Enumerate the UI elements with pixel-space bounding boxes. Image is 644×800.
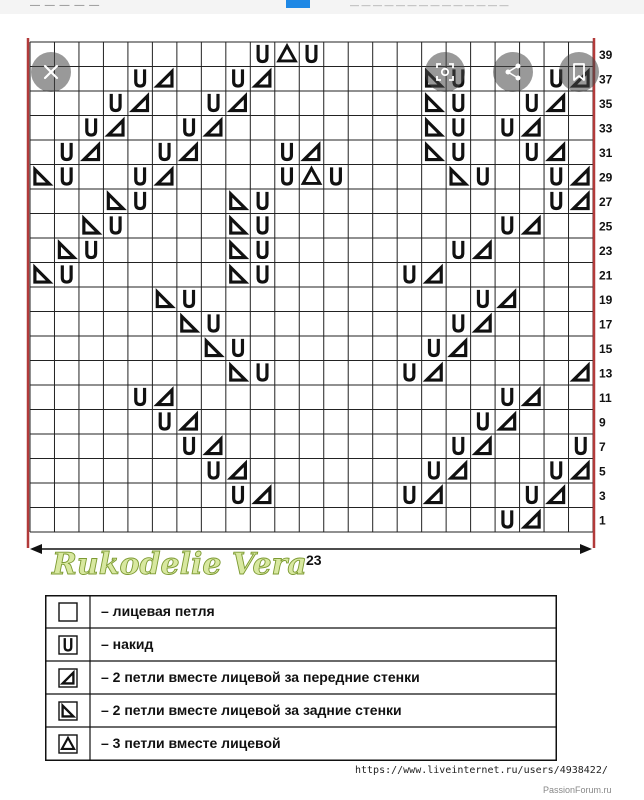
row-number: 11 [599, 390, 612, 405]
lens-button[interactable] [425, 52, 465, 92]
legend-item-k3tog [45, 727, 557, 760]
row-number: 29 [599, 170, 613, 185]
share-button[interactable] [493, 52, 533, 92]
close-button[interactable] [31, 52, 71, 92]
legend-text: – 2 петли вместе лицевой за передние стенки [101, 669, 420, 685]
legend-item-k2tog [45, 661, 557, 694]
row-number: 39 [599, 47, 613, 62]
row-number: 7 [599, 439, 606, 454]
legend [45, 595, 557, 761]
legend-text: – накид [101, 636, 154, 652]
row-number: 21 [599, 268, 613, 283]
row-number: 37 [599, 72, 613, 87]
row-number: 17 [599, 317, 613, 332]
k3tog-legend-icon [45, 727, 90, 760]
close-icon [42, 63, 60, 81]
row-number: 19 [599, 292, 613, 307]
legend-text: – 3 петли вместе лицевой [101, 735, 281, 751]
row-number: 13 [599, 366, 613, 381]
k2tog-legend-icon [45, 661, 90, 694]
yarn-over-legend-icon [45, 628, 90, 661]
row-number: 27 [599, 194, 613, 209]
legend-item-knit [45, 595, 557, 628]
legend-item-k2tog-tbl [45, 694, 557, 727]
legend-item-yarn-over [45, 628, 557, 661]
width-label: 23 [306, 552, 322, 568]
top-right-text: — — — — — — — — — — — — — — [350, 0, 509, 10]
row-number: 5 [599, 464, 606, 479]
row-number: 31 [599, 145, 613, 160]
legend-text: – лицевая петля [101, 603, 215, 619]
knit-legend-icon [45, 595, 90, 628]
lens-icon [435, 62, 455, 82]
row-number: 23 [599, 243, 613, 258]
k2tog-tbl-legend-icon [45, 694, 90, 727]
row-numbers [599, 48, 613, 528]
row-number: 1 [599, 513, 606, 528]
row-number: 3 [599, 488, 606, 503]
share-icon [503, 62, 523, 82]
watermark: Rukodelie Vera [52, 547, 307, 582]
top-left-text: — — — — — [30, 0, 101, 11]
row-number: 35 [599, 96, 613, 111]
source-url[interactable]: https://www.liveinternet.ru/users/4938422/ [355, 765, 608, 776]
legend-text: – 2 петли вместе лицевой за задние стенки [101, 702, 402, 718]
row-number: 15 [599, 341, 613, 356]
bookmark-icon [571, 62, 587, 82]
chart-grid [30, 42, 593, 532]
row-number: 25 [599, 219, 613, 234]
row-number: 9 [599, 415, 606, 430]
row-number: 33 [599, 121, 613, 136]
site-watermark: PassionForum.ru [543, 785, 612, 795]
bookmark-button[interactable] [559, 52, 599, 92]
